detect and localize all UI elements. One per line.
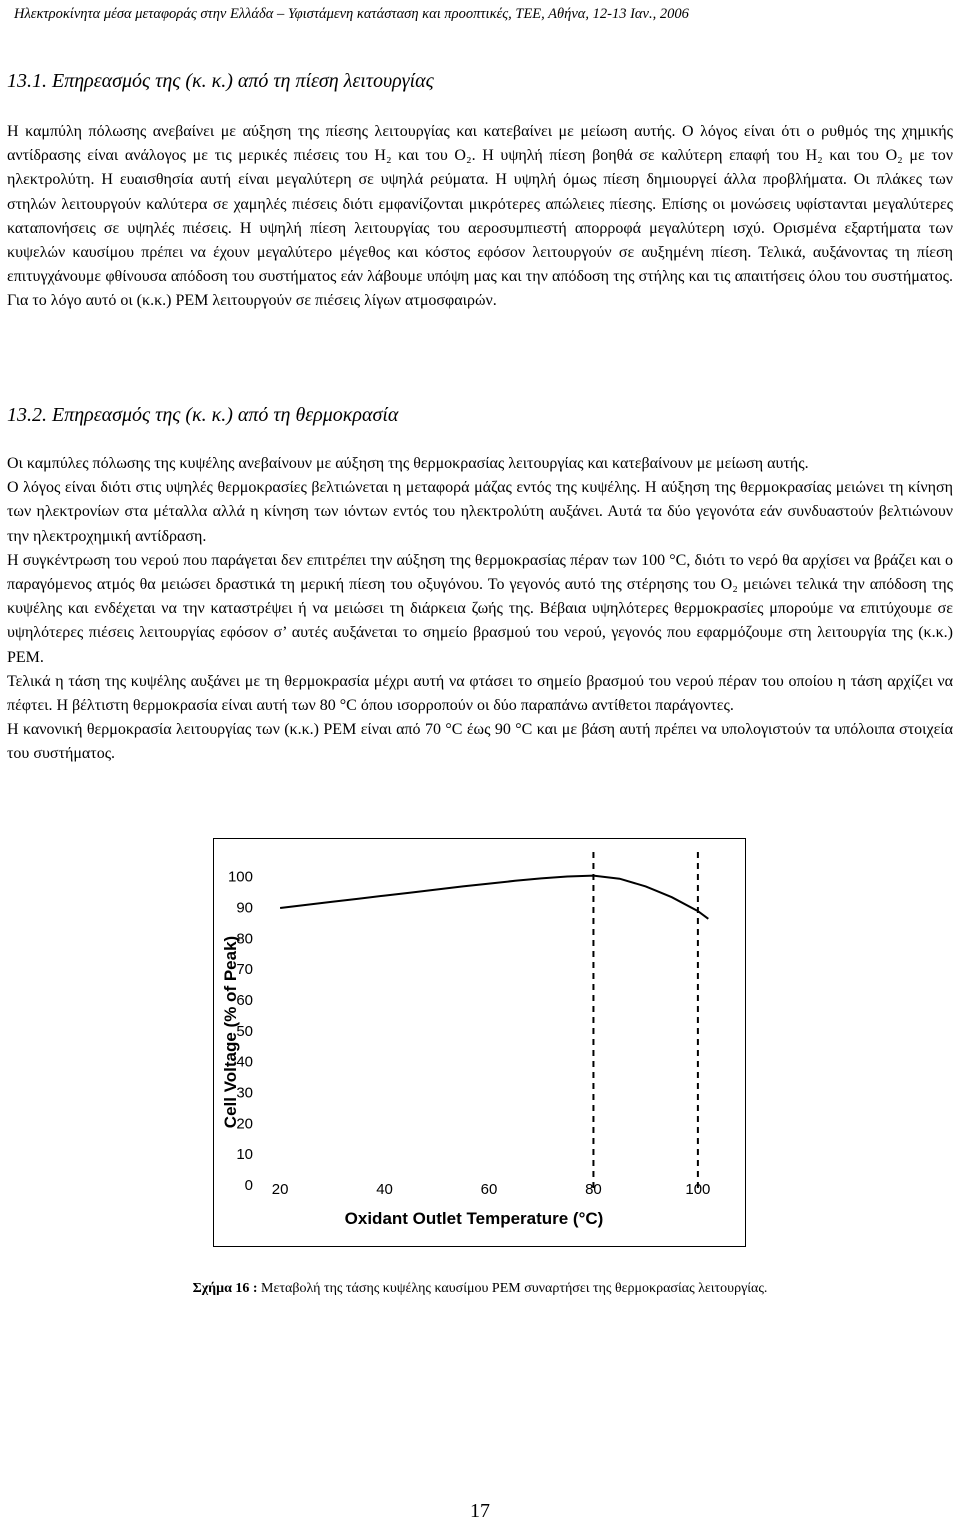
y-tick-label-100: 100: [227, 868, 253, 886]
y-tick-label-80: 80: [236, 930, 253, 948]
section-2: [7, 404, 953, 427]
y-tick-label-0: 0: [244, 1177, 253, 1194]
y-tick-label-70: 70: [236, 961, 253, 979]
x-axis-label: Oxidant Outlet Temperature (°C): [344, 1209, 604, 1228]
section-2-paragraph-3: Η συγκέντρωση του νερού που παράγεται δεν επιτρέπει την αύξηση της θερμοκρασίας πέραν των 100 °C, διότι το νερό θα αρχίσει να βράζει και ο παραγόμενος ατμός θα μειώσει δραστικά τη μερική πίεση του οξυγόνου. Το γεγονός αυτό της στέρησης του O₂ μειώνει τελικά την απόδοση της κυψέλης και ενδέχεται να την καταστρέψει ή να μειώσει τη διάρκεια ζωής της. Βέβαια υψηλότερες θερμοκρασίες μπορούμε να επιτύχουμε σε υψηλότερες πιέσεις λειτουργίας εφόσον σ’ αυτές αυξάνεται το σημείο βρασμού του νερού, γεγονός που εφαρμόζουμε στη λειτουργία της (κ.κ.) PEM.: [7, 551, 953, 666]
section-1-paragraph: Η καμπύλη πόλωσης ανεβαίνει με αύξηση της πίεσης λειτουργίας και κατεβαίνει με μείωση αυτής. Ο λόγος είναι ότι ο ρυθμός της χημικής αντίδρασης είναι ανάλογος με τις μερικές πιέσεις του H₂ και του O₂. Η υψηλή πίεση βοηθά σε καλύτερη επαφή του H₂ και του O₂ με τον ηλεκτρολύτη. Η ευαισθησία αυτή είναι μεγαλύτερη σε υψηλά ρεύματα. Η υψηλή όμως πίεση δημιουργεί άλλα προβλήματα. Οι πλάκες των στηλών λειτουργούν καλύτερα σε χαμηλές πιέσεις διότι εμφανίζονται μικρότερες απώλειες πίεσης. Επίσης οι μονώσεις υφίστανται μεγαλύτερες καταπονήσεις σε υψηλές πιέσεις. Η υψηλή πίεση λειτουργίας του αεροσυμπιεστή απορροφά μεγαλύτερη ισχύ. Ορισμένα εξαρτήματα των κυψελών καυσίμου πρέπει να έχουν μεγαλύτερο μέγεθος και κόστος εφόσον λειτουργούν σε αυξημένη πίεση. Τελικά, αυξάνοντας τη πίεση επιτυγχάνουμε φθίνουσα απόδοση του συστήματος εάν λάβουμε υπόψη μας και την απόδοση της στήλης και τις απαιτήσεις όλου του συστήματος. Για το λόγο αυτό οι (κ.κ.) PEM λειτουργούν σε πιέσεις λίγων ατμοσφαιρών.: [7, 123, 953, 310]
section-1-title: 13.1. Επηρεασμός της (κ. κ.) από τη πίεση λειτουργίας: [7, 70, 434, 92]
y-tick-label-50: 50: [236, 1022, 253, 1040]
figure-caption-text: Μεταβολή της τάσης κυψέλης καυσίμου PEM συναρτήσει της θερμοκρασίας λειτουργίας.: [257, 1281, 768, 1296]
x-tick-label-80: 80: [585, 1181, 602, 1198]
section-1-body: [7, 120, 953, 314]
y-tick-label-90: 90: [236, 899, 253, 917]
x-tick-label-100: 100: [685, 1181, 711, 1198]
section-2-paragraph-1: Οι καμπύλες πόλωσης της κυψέλης ανεβαίνουν με αύξηση της θερμοκρασίας λειτουργίας και κατεβαίνουν με μείωση αυτής.: [7, 455, 809, 472]
figure-caption: [0, 1281, 960, 1297]
chart-svg: [214, 839, 744, 1245]
y-tick-label-20: 20: [236, 1115, 253, 1133]
section-1: [7, 70, 953, 93]
y-tick-label-40: 40: [236, 1053, 253, 1071]
y-tick-label-10: 10: [236, 1146, 253, 1164]
cell-voltage-curve: [280, 876, 708, 919]
y-tick-label-30: 30: [236, 1084, 253, 1102]
section-2-paragraph-2: Ο λόγος είναι διότι στις υψηλές θερμοκρασίες βελτιώνεται η μεταφορά μάζας εντός της κυψέλης. Η αύξηση της θερμοκρασίας μειώνει τη κίνηση των ηλεκτρονίων στα μέταλλα αλλά η κίνηση των ιόντων εντός του ηλεκτρολύτη αυξάνει. Αυτά τα δύο γεγονότα εάν συνδυαστούν βελτιώνουν την ηλεκτροχημική αντίδραση.: [7, 479, 953, 545]
y-tick-label-60: 60: [236, 991, 253, 1009]
cell-voltage-chart: [213, 838, 746, 1247]
running-header: Ηλεκτροκίνητα μέσα μεταφοράς στην Ελλάδα – Υφιστάμενη κατάσταση και προοπτικές, ΤΕΕ, Αθήνα, 12-13 Ιαν., 2006: [14, 6, 689, 22]
x-tick-label-20: 20: [271, 1181, 289, 1198]
section-2-title: 13.2. Επηρεασμός της (κ. κ.) από τη θερμοκρασία: [7, 404, 399, 426]
y-axis-label: Cell Voltage (% of Peak): [221, 935, 240, 1129]
section-2-paragraph-4: Τελικά η τάση της κυψέλης αυξάνει με τη θερμοκρασία μέχρι αυτή να φτάσει το σημείο βρασμού του νερού πέραν του οποίου η τάση αρχίζει να πέφτει. Η βέλτιστη θερμοκρασία είναι αυτή των 80 °C όπου ισορροπούν οι δύο παραπάνω αντίθετοι παράγοντες.: [7, 672, 953, 715]
x-tick-label-40: 40: [376, 1181, 393, 1198]
section-2-paragraph-5: Η κανονική θερμοκρασία λειτουργίας των (κ.κ.) PEM είναι από 70 °C έως 90 °C και με βάση αυτή πρέπει να υπολογιστούν τα υπόλοιπα στοιχεία του συστήματος.: [7, 721, 953, 763]
section-2-body: [7, 452, 953, 767]
page-number: 17: [470, 1500, 490, 1522]
x-tick-label-60: 60: [480, 1181, 498, 1198]
figure-caption-label: Σχήμα 16 :: [192, 1281, 258, 1296]
